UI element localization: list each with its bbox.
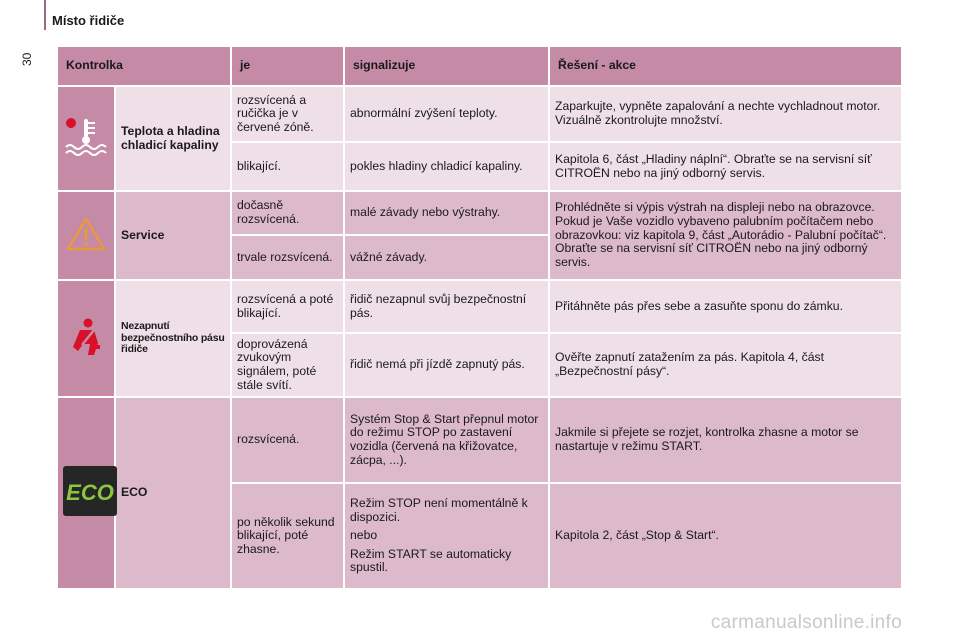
table-row	[58, 398, 901, 482]
action-cell: Přitáhněte pás přes sebe a zasuňte sponu do zámku.	[550, 281, 901, 332]
signal-cell: pokles hladiny chladicí kapaliny.	[345, 143, 548, 190]
table-row	[58, 281, 901, 332]
signal-line: Režim START se automaticky spustil.	[350, 546, 512, 575]
coolant-temperature-icon	[64, 115, 108, 159]
state-cell: dočasně rozsvícená.	[232, 192, 343, 234]
warning-name: ECO	[116, 398, 230, 588]
eco-icon-cell	[58, 398, 114, 588]
state-cell: rozsvícená a ručička je v červené zóně.	[232, 87, 343, 141]
eco-icon-label: ECO	[66, 480, 114, 506]
column-header-reseni: Řešení - akce	[550, 47, 901, 85]
signal-line: nebo	[350, 528, 378, 543]
seatbelt-icon	[68, 317, 104, 357]
signal-line: Režim STOP není momentálně k dispozici.	[350, 495, 528, 524]
section-title: Místo řidiče	[52, 13, 125, 28]
column-header-signalizuje: signalizuje	[345, 47, 548, 85]
action-cell: Prohlédněte si výpis výstrah na displeji nebo na obrazovce. Pokud je Vaše vozidlo vybaveno palubním počítačem nebo obrazovkou: viz kapitola 9, část „Autorádio - Palubní počítač“. Obraťte se na servisní síť CITROËN nebo na jiný odborný servis.	[550, 192, 901, 279]
action-cell: Zaparkujte, vypněte zapalování a nechte vychladnout motor. Vizuálně zkontrolujte množství.	[550, 87, 901, 141]
action-cell: Ověřte zapnutí zatažením za pás. Kapitola 4, část „Bezpečnostní pásy“.	[550, 334, 901, 396]
state-cell: trvale rozsvícená.	[232, 236, 343, 279]
signal-cell	[345, 484, 548, 588]
state-cell: rozsvícená a poté blikající.	[232, 281, 343, 332]
action-cell: Kapitola 6, část „Hladiny náplní“. Obraťte se na servisní síť CITROËN nebo na jiný odborný servis.	[550, 143, 901, 190]
service-icon-cell	[58, 192, 114, 279]
table-row	[58, 192, 901, 234]
service-warning-icon	[66, 216, 106, 252]
state-cell: po několik sekund blikající, poté zhasne.	[232, 484, 343, 588]
section-marker-bar	[44, 0, 46, 30]
signal-cell: řidič nemá při jízdě zapnutý pás.	[345, 334, 548, 396]
signal-cell: řidič nezapnul svůj bezpečnostní pás.	[345, 281, 548, 332]
signal-cell: malé závady nebo výstrahy.	[345, 192, 548, 234]
coolant-icon-cell	[58, 87, 114, 190]
state-cell: rozsvícená.	[232, 398, 343, 482]
watermark: carmanualsonline.info	[710, 612, 902, 633]
action-cell: Kapitola 2, část „Stop & Start“.	[550, 484, 901, 588]
warning-lights-table	[56, 45, 903, 590]
warning-name: Service	[116, 192, 230, 279]
state-cell: blikající.	[232, 143, 343, 190]
column-header-je: je	[232, 47, 343, 85]
table-header-row	[58, 47, 901, 85]
warning-name: Nezapnutí bezpečnostního pásu řidiče	[116, 281, 230, 396]
signal-cell: Systém Stop & Start přepnul motor do režimu STOP po zastavení vozidla (červená na křižovatce, zácpa, ...).	[345, 398, 548, 482]
page-number: 30	[20, 52, 34, 66]
table-row	[58, 87, 901, 141]
signal-cell: vážné závady.	[345, 236, 548, 279]
warning-name: Teplota a hladina chladicí kapaliny	[116, 87, 230, 190]
seatbelt-icon-cell	[58, 281, 114, 396]
eco-icon-graphic	[63, 466, 117, 516]
signal-cell: abnormální zvýšení teploty.	[345, 87, 548, 141]
eco-icon	[63, 466, 117, 516]
action-cell: Jakmile si přejete se rozjet, kontrolka zhasne a motor se nastartuje v režimu START.	[550, 398, 901, 482]
state-cell: doprovázená zvukovým signálem, poté stále svítí.	[232, 334, 343, 396]
column-header-kontrolka: Kontrolka	[58, 47, 230, 85]
